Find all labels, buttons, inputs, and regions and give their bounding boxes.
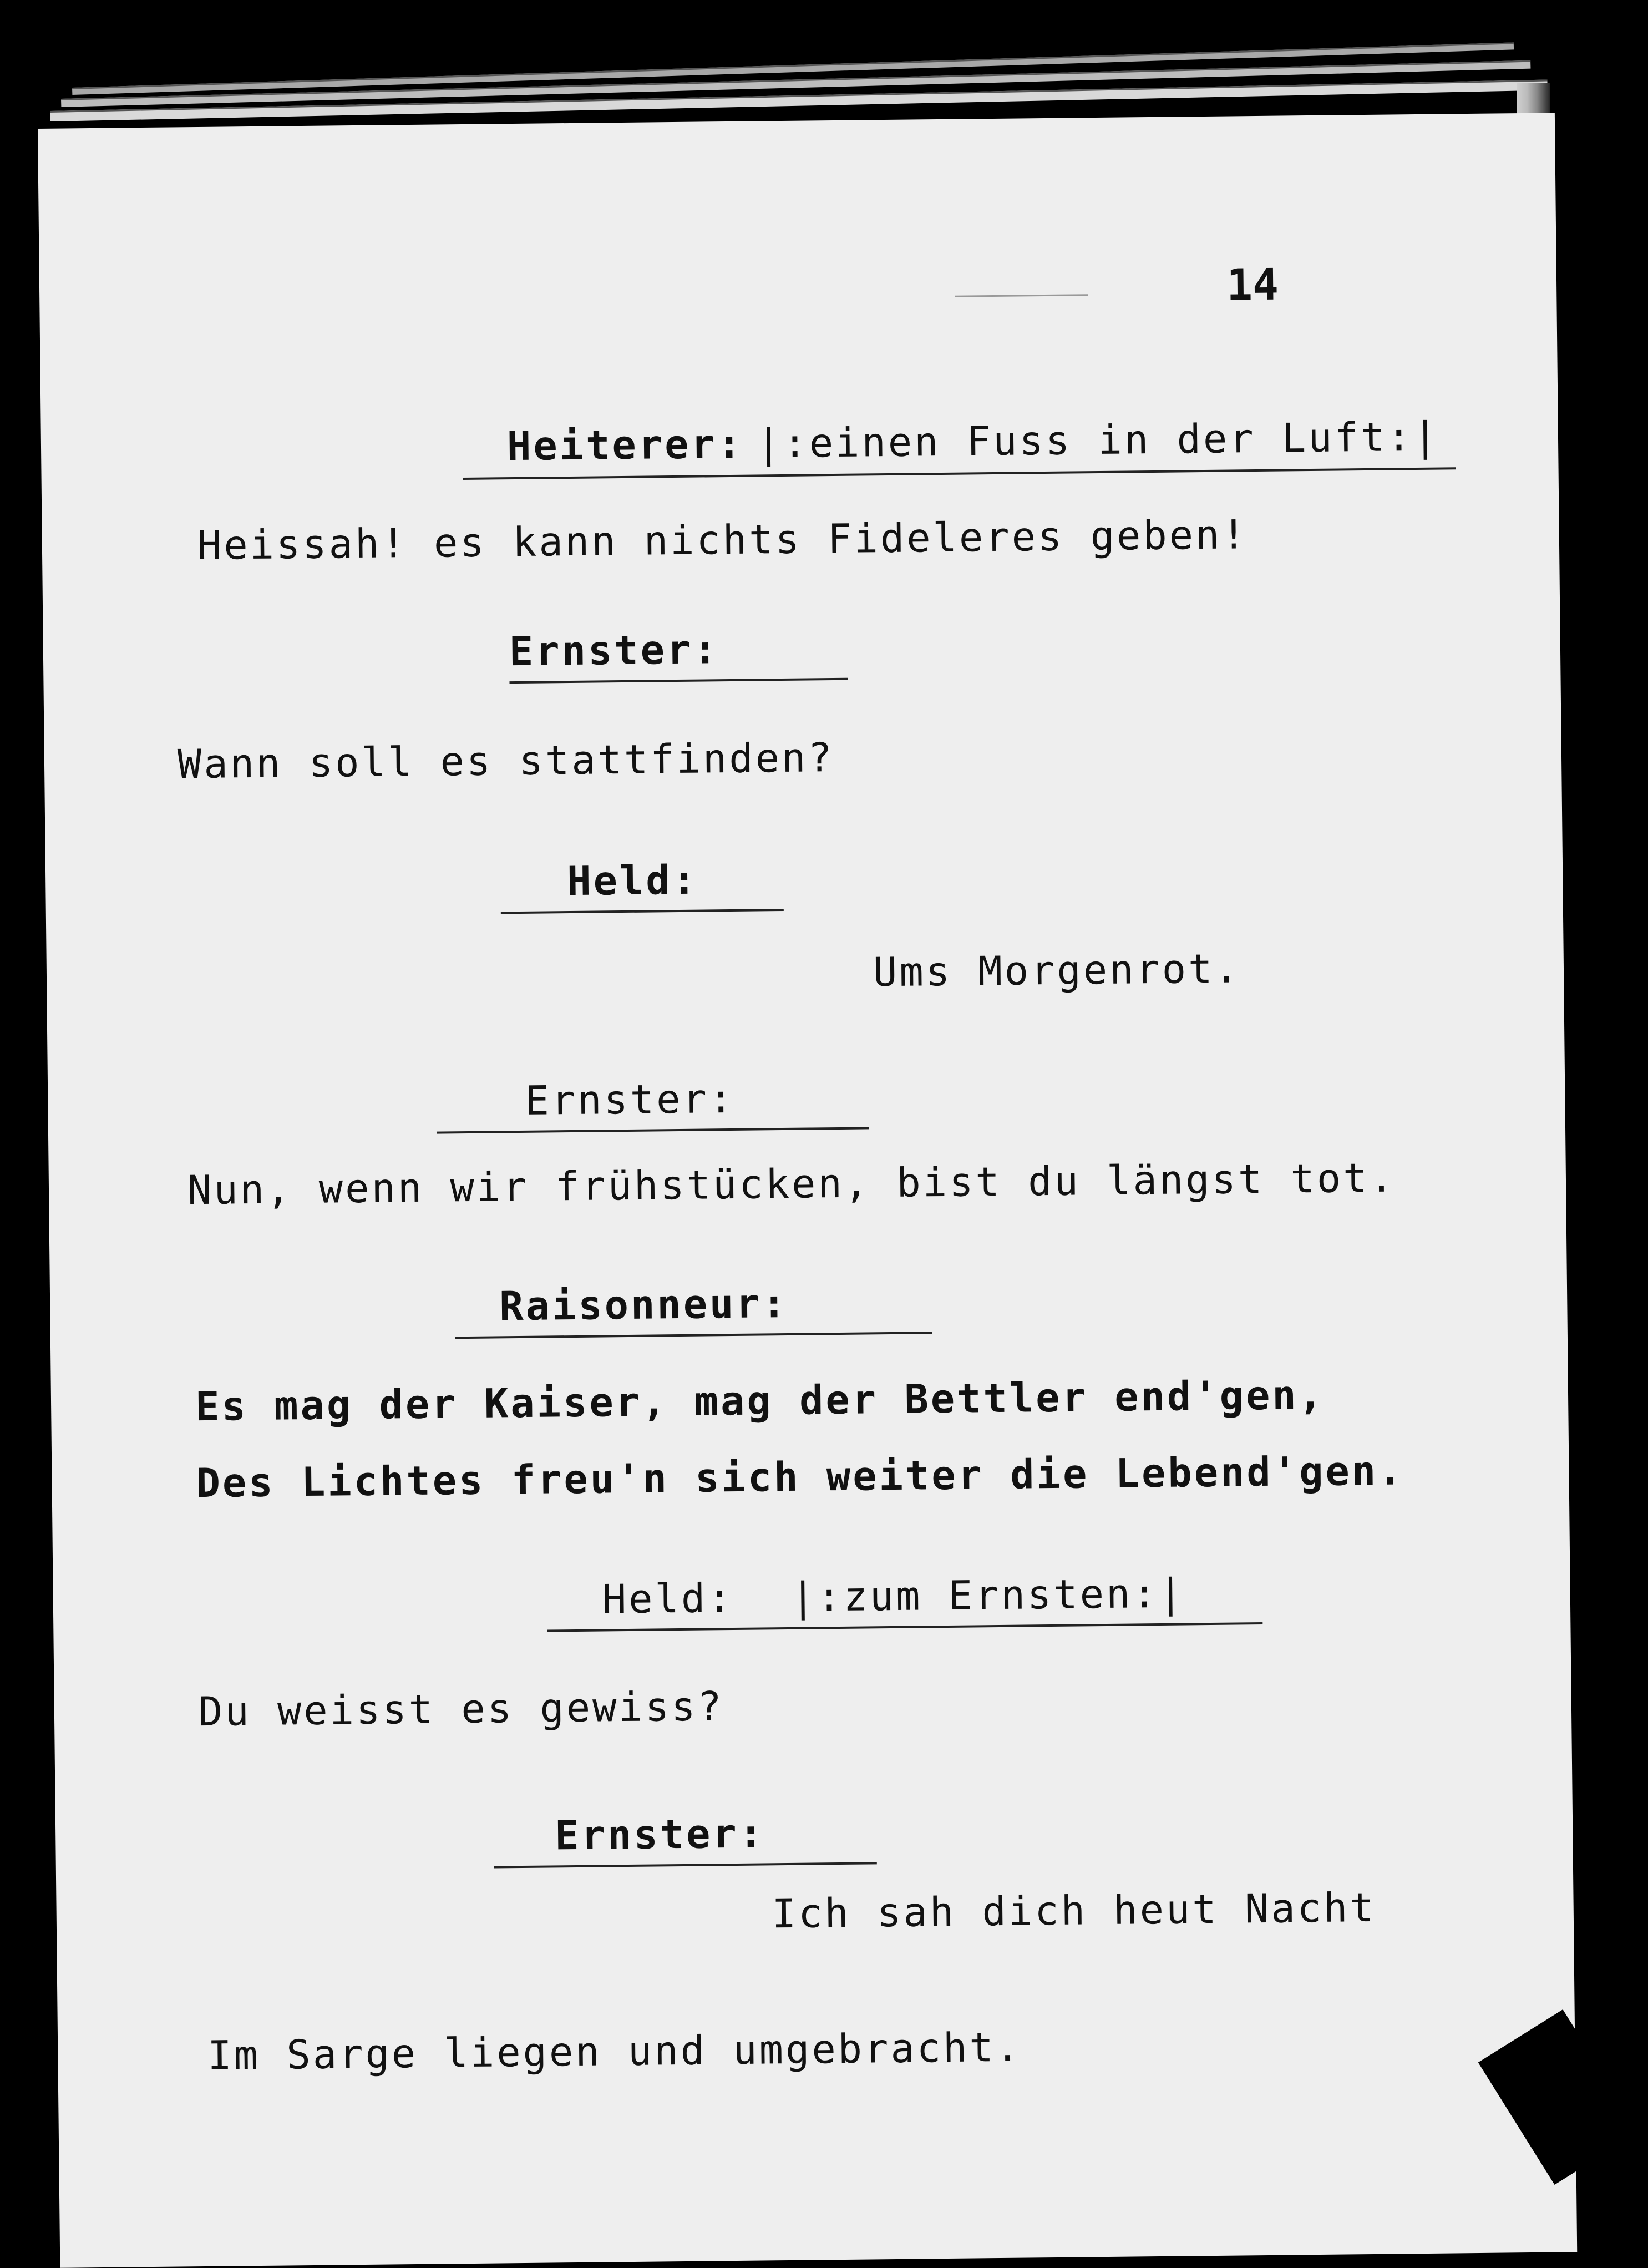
speaker-underline [501, 909, 784, 914]
speaker-underline [509, 678, 848, 684]
typescript-page [38, 113, 1577, 2267]
speaker-name: Heiterer: [506, 420, 744, 470]
speaker-underline [437, 1127, 869, 1133]
speaker-underline [494, 1862, 877, 1868]
speaker-name: Ernster: [524, 1075, 736, 1124]
dialogue-line: Wann soll es stattfinden? [177, 734, 835, 788]
speaker-name: Held: [602, 1575, 734, 1623]
speaker-underline [463, 467, 1456, 480]
dialogue-line: Im Sarge liegen und umgebracht. [207, 2023, 1022, 2079]
dialogue-line: Ich sah dich heut Nacht [772, 1884, 1377, 1937]
dialogue-line: Des Lichtes freu'n sich weiter die Lebend'gen. [196, 1447, 1404, 1507]
dialogue-line: Es mag der Kaiser, mag der Bettler end'gen, [195, 1371, 1325, 1430]
dialogue-line: Nun, wenn wir frühstücken, bist du längst tot. [187, 1154, 1396, 1214]
speaker-name: Ernster: [509, 626, 720, 675]
speaker-name: Raisonneur: [499, 1279, 789, 1330]
stage-direction: |:einen Fuss in der Luft:| [756, 413, 1440, 467]
faint-mark [955, 294, 1088, 297]
speaker-underline [455, 1332, 932, 1339]
dialogue-line: Ums Morgenrot. [873, 945, 1241, 996]
speaker-name: Ernster: [554, 1810, 765, 1859]
speaker-underline [547, 1622, 1262, 1632]
stage-direction: |:zum Ernsten:| [790, 1570, 1185, 1621]
page-number: 14 [1226, 260, 1279, 311]
dialogue-line: Heissah! es kann nichts Fideleres geben! [197, 511, 1249, 569]
speaker-name: Held: [566, 856, 699, 905]
dialogue-line: Du weisst es gewiss? [198, 1683, 724, 1735]
